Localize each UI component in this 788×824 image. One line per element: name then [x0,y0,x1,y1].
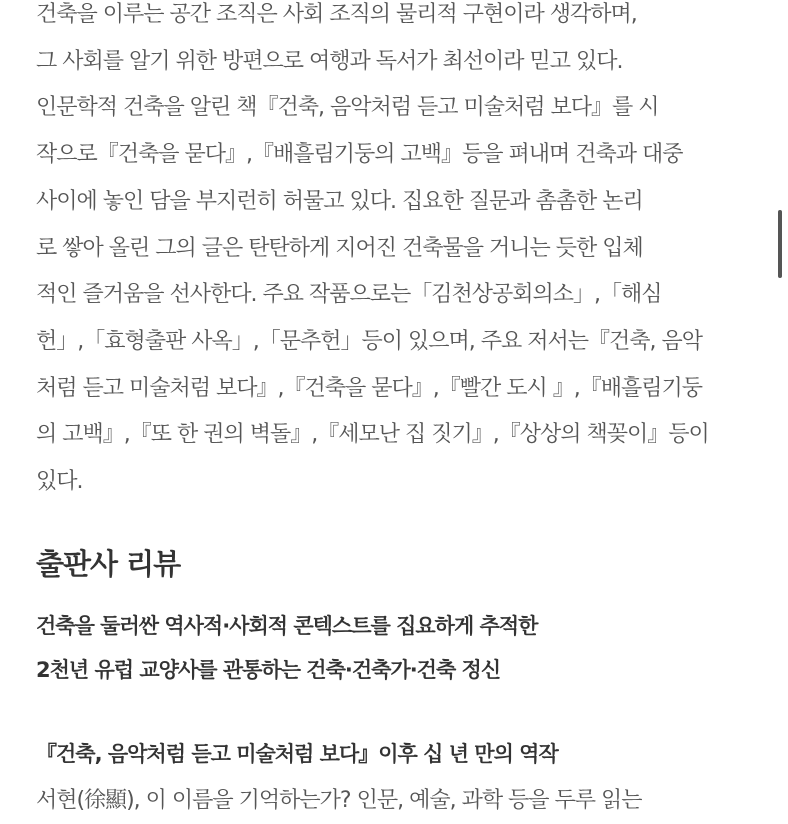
bio-line: 로 쌓아 올린 그의 글은 탄탄하게 지어진 건축물을 거니는 듯한 입체 [36,235,643,261]
review-headline [36,604,744,692]
author-bio [36,0,744,506]
bio-line: 건축을 이루는 공간 조직은 사회 조직의 물리적 구현이라 생각하며, [36,2,637,27]
bio-line: 있다. [36,469,83,495]
bio-line: 처럼 듣고 미술처럼 보다』,『건축을 묻다』,『빨간 도시 』,『배흘림기둥 [36,375,702,401]
review-subhead: 『건축, 음악처럼 듣고 미술처럼 보다』이후 십 년 만의 역작 [36,741,558,766]
article-content [36,0,744,824]
bio-line: 의 고백』,『또 한 권의 벽돌』,『세모난 집 짓기』,『상상의 책꽂이』등이 [36,422,709,448]
review-body-line: 서현(徐顯), 이 이름을 기억하는가? 인문, 예술, 과학 등을 두루 읽는 [36,787,642,813]
bio-line: 인문학적 건축을 알린 책『건축, 음악처럼 듣고 미술처럼 보다』를 시 [36,95,659,121]
vertical-scrollbar[interactable] [778,210,782,278]
bio-line: 사이에 놓인 담을 부지런히 허물고 있다. 집요한 질문과 촘촘한 논리 [36,188,643,214]
publisher-review-title: 출판사 리뷰 [36,546,181,581]
review-headline-line: 2천년 유럽 교양사를 관통하는 건축·건축가·건축 정신 [36,657,501,682]
bio-line: 적인 즐거움을 선사한다. 주요 작품으로는「김천상공회의소」,「해심 [36,282,662,308]
bio-line: 그 사회를 알기 위한 방편으로 여행과 독서가 최선이라 믿고 있다. [36,48,623,74]
bio-line: 헌」,「효형출판 사옥」,「문추헌」등이 있으며, 주요 저서는『건축, 음악 [36,328,702,354]
review-headline-line: 건축을 둘러싼 역사적·사회적 콘텍스트를 집요하게 추적한 [36,613,538,638]
bio-line: 작으로『건축을 묻다』,『배흘림기둥의 고백』등을 펴내며 건축과 대중 [36,142,683,168]
